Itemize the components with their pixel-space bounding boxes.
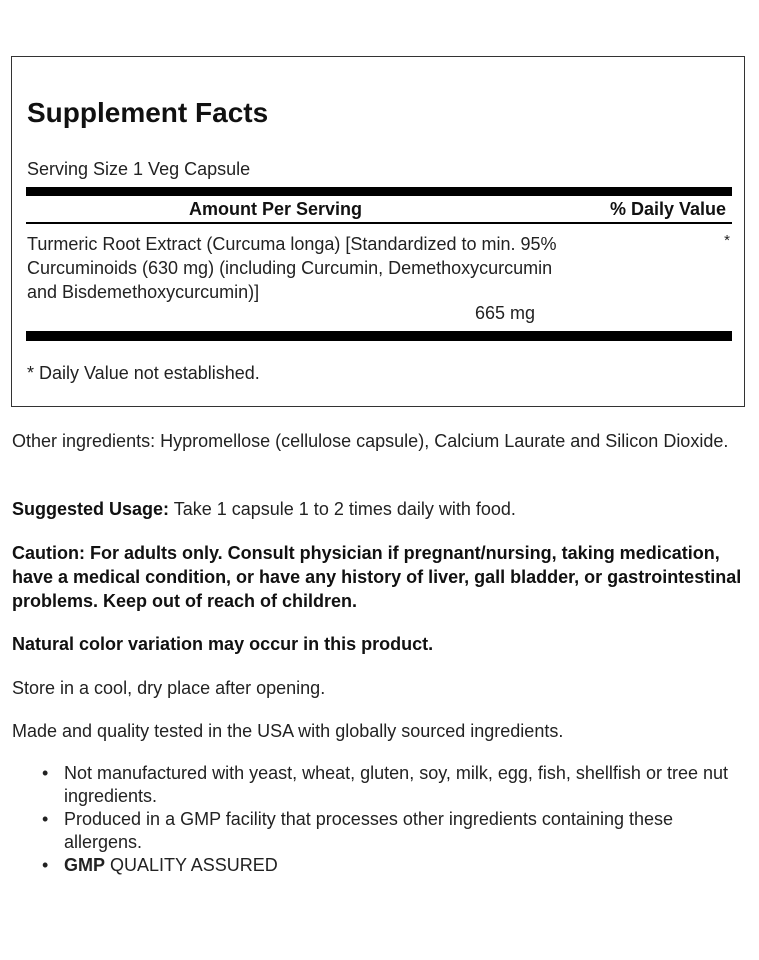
suggested-usage-text: Take 1 capsule 1 to 2 times daily with food. xyxy=(169,499,516,519)
bullet-icon: • xyxy=(42,763,49,783)
thin-divider xyxy=(26,222,732,224)
thick-divider-bottom xyxy=(26,331,732,341)
list-item xyxy=(12,762,747,808)
bullet-text: Produced in a GMP facility that processes other ingredients containing these allergens. xyxy=(64,809,674,852)
amount-per-serving-header: Amount Per Serving xyxy=(189,199,363,219)
bullet-bold: GMP xyxy=(64,855,106,875)
storage-instructions: Store in a cool, dry place after opening. xyxy=(12,678,326,698)
other-ingredients: Other ingredients: Hypromellose (cellulose capsule), Calcium Laurate and Silicon Dioxide. xyxy=(12,431,729,451)
ingredient-amount: 665 mg xyxy=(475,303,536,323)
ingredient-daily-value: * xyxy=(724,232,730,249)
daily-value-footnote: * Daily Value not established. xyxy=(27,363,260,383)
allergen-bullet-list xyxy=(12,762,747,877)
ingredient-description: Turmeric Root Extract (Curcuma longa) [Standardized to min. 95% Curcuminoids (630 mg) (including Curcumin, Demethoxycurcumin and Bisdemethoxycurcumin)] xyxy=(27,234,557,302)
suggested-usage xyxy=(12,497,747,521)
natural-color-note: Natural color variation may occur in this product. xyxy=(12,634,434,654)
bullet-text: Not manufactured with yeast, wheat, gluten, soy, milk, egg, fish, shellfish or tree nut ingredients. xyxy=(64,763,728,806)
serving-size: Serving Size 1 Veg Capsule xyxy=(27,159,251,179)
bullet-text: QUALITY ASSURED xyxy=(105,855,278,875)
supplement-facts-panel xyxy=(11,56,745,407)
suggested-usage-label: Suggested Usage: xyxy=(12,499,170,519)
made-in-usa-note: Made and quality tested in the USA with globally sourced ingredients. xyxy=(12,721,564,741)
list-item xyxy=(12,854,747,877)
bullet-icon: • xyxy=(42,855,49,875)
thick-divider-top xyxy=(26,187,732,196)
daily-value-header: % Daily Value xyxy=(609,199,726,219)
caution-warning: Caution: For adults only. Consult physician if pregnant/nursing, taking medication, have a medical condition, or have any history of liver, gall bladder, or gastrointestinal problems. Keep out of reach of children. xyxy=(12,543,742,611)
bullet-icon: • xyxy=(42,809,49,829)
supplement-facts-title: Supplement Facts xyxy=(27,97,269,128)
list-item xyxy=(12,808,747,854)
